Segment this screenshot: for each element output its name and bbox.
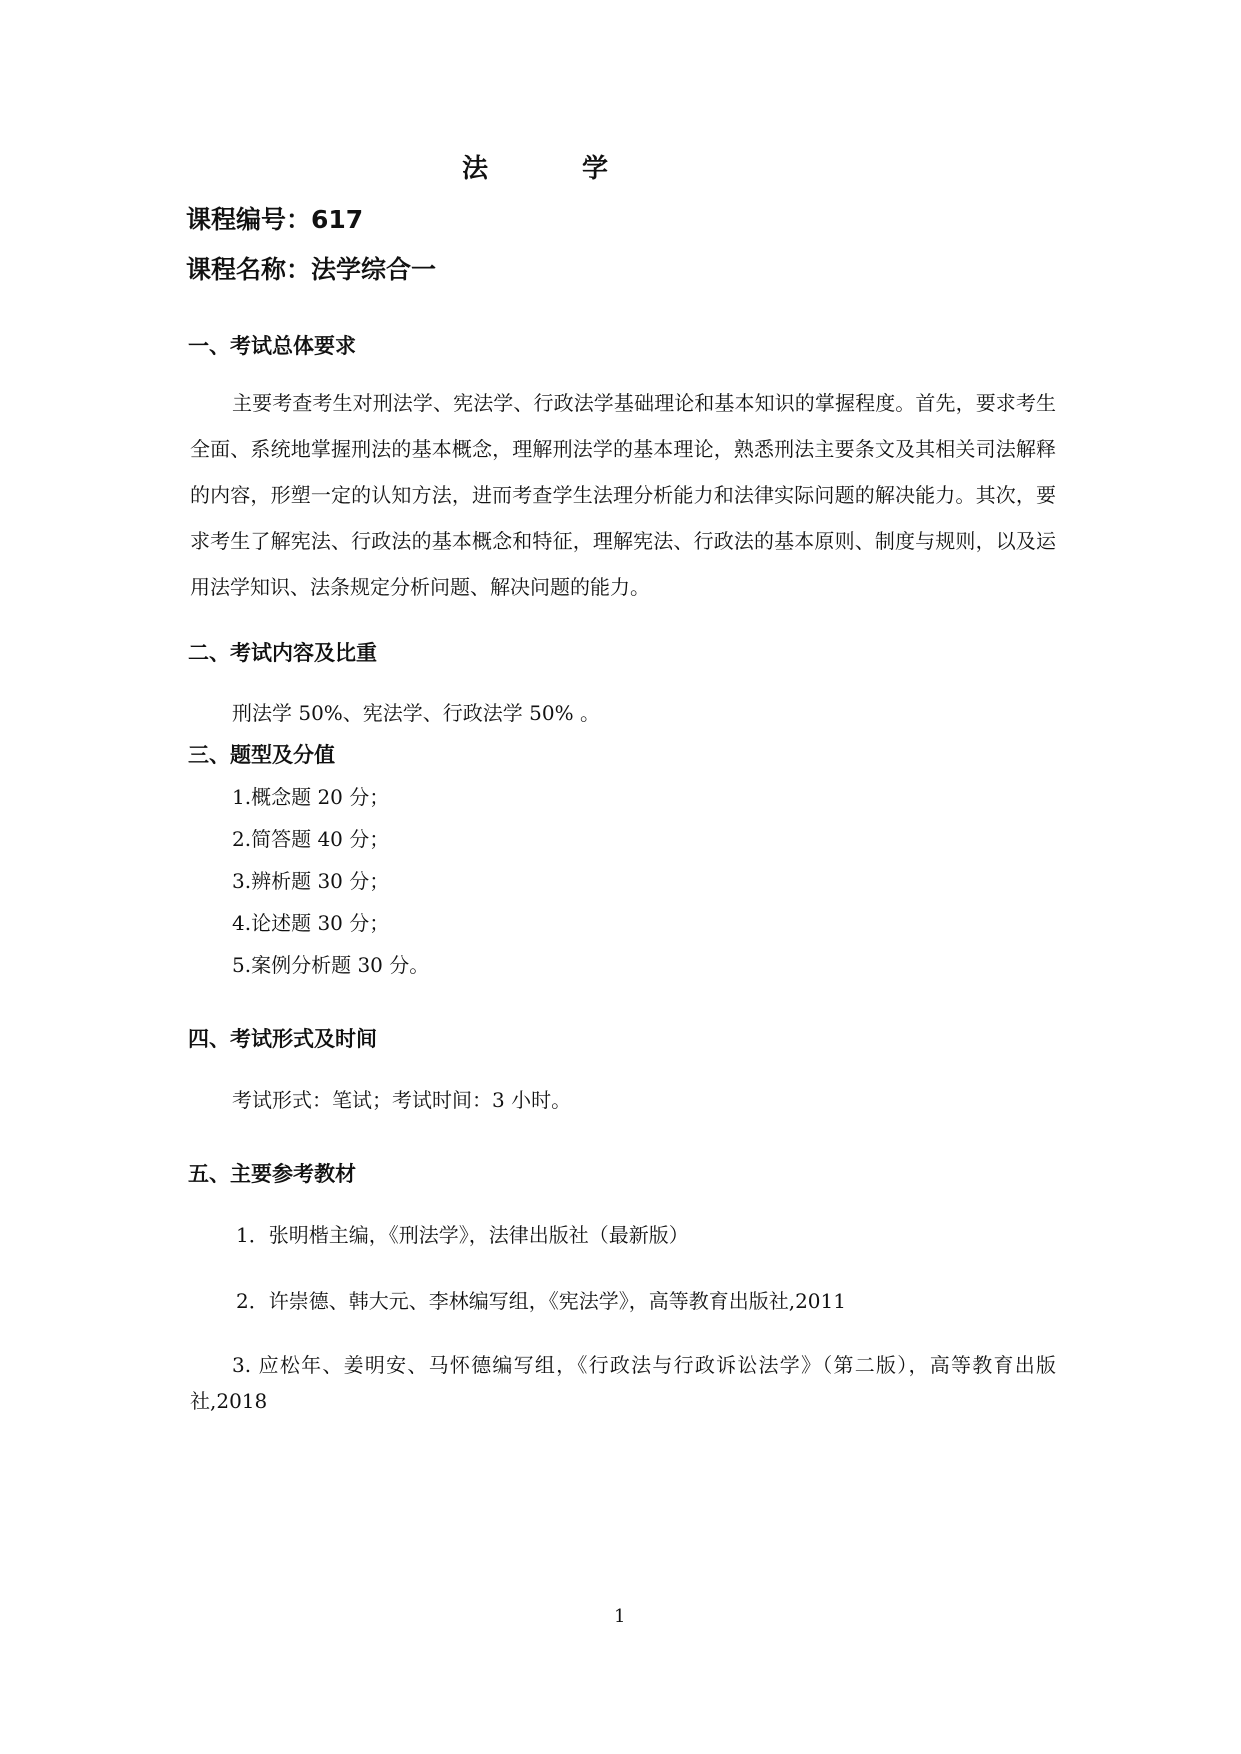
reference-item: 3. 应松年、姜明安、马怀德编写组，《行政法与行政诉讼法学》（第二版），高等教育出版社,2018 (190, 1353, 1056, 1413)
section-3-heading: 三、题型及分值 (188, 743, 335, 767)
section-2-heading: 二、考试内容及比重 (188, 641, 377, 665)
document-title: 法 学 (462, 154, 643, 184)
section-1-paragraph: 主要考查考生对刑法学、宪法学、行政法学基础理论和基本知识的掌握程度。首先，要求考生全面、系统地掌握刑法的基本概念，理解刑法学的基本理论，熟悉刑法主要条文及其相关司法解释的内容，形塑一定的认知方法，进而考查学生法理分析能力和法律实际问题的解决能力。其次，要求考生了解宪法、行政法的基本概念和特征，理解宪法、行政法的基本原则、制度与规则，以及运用法学知识、法条规定分析问题、解决问题的能力。 (190, 391, 1056, 599)
page-number: 1 (614, 1606, 626, 1627)
section-1-heading: 一、考试总体要求 (188, 334, 356, 358)
score-item: 2.简答题 40 分； (232, 827, 390, 851)
section-2-text: 刑法学 50%、宪法学、行政法学 50% 。 (232, 701, 600, 725)
score-item: 1.概念题 20 分； (232, 785, 390, 809)
course-name: 课程名称：法学综合一 (186, 255, 437, 284)
score-item: 5.案例分析题 30 分。 (232, 953, 430, 977)
course-code: 课程编号：617 (186, 205, 364, 234)
score-item: 3.辨析题 30 分； (232, 869, 390, 893)
section-5-heading: 五、主要参考教材 (188, 1162, 356, 1186)
score-item: 4.论述题 30 分； (232, 911, 390, 935)
section-4-text: 考试形式：笔试；考试时间：3 小时。 (232, 1088, 572, 1112)
section-4-heading: 四、考试形式及时间 (188, 1027, 377, 1051)
reference-item: 1．张明楷主编，《刑法学》，法律出版社（最新版） (236, 1223, 689, 1247)
reference-item: 2．许崇德、韩大元、李林编写组，《宪法学》，高等教育出版社,2011 (236, 1289, 846, 1313)
